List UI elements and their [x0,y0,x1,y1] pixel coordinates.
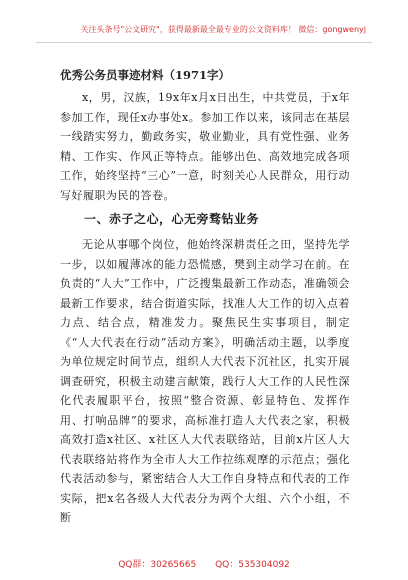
section-heading: 一、赤子之心，心无旁骛钻业务 [84,212,260,226]
section-paragraph: 无论从事哪个岗位，他始终深耕责任之田，坚持先学一步，以如履薄冰的能力恐慌感，樊到主动学习在前。在负责的“人大”工作中，广泛搜集最新工作动态，准确领会最新工作要求，结合街道实际，找准人大工作的切入点着力点、结合点，精准发力。聚焦民生实事项目，制定《“人大代表在行动”活动方案》，明确活动主题，以季度为单位规定时间节点，组织人大代表下沉社区，扎实开展调查研究，积极主动建言献策，践行人大工作的人民性深化代表履职平台，按照“整合资源、彰显特色、发挥作用、打响品牌”的要求，高标准打造人大代表之家，积极高效打造x社区、x社区人大代表联络站，目前x片区人大代表联络站将作为全市人大工作拉练观摩的示范点；强化代表活动参与，紧密结合人大工作自身特点和代表的工作实际，把x名各级人大代表分为两个大组、六个小组，不断 [60,238,350,524]
document-title: 优秀公务员事迹材料（1971字） [60,68,231,82]
page-footer [0,557,408,570]
document-body [60,88,350,528]
intro-paragraph: x，男，汉族，19x年x月x日出生，中共党员，于x年参加工作，现任x办事处x。参加工作以来，该同志在基层一线踏实努力，勤政务实，敬业勤业，具有党性强、业务精、工作实、作风正等特点。能够出色、高效地完成各项工作，始终坚持“三心”一意，时刻关心人民群众，用行动写好履职为民的答卷。 [60,91,350,202]
header-promo-text: 关注头条号"公文研究"，获得最新最全最专业的公文资料库！ 微信：gongwenyj [80,25,366,34]
page-header [36,22,372,43]
footer-qq: QQ：535304092 [215,560,290,570]
footer-qq-group: QQ群：30265665 [118,560,197,570]
